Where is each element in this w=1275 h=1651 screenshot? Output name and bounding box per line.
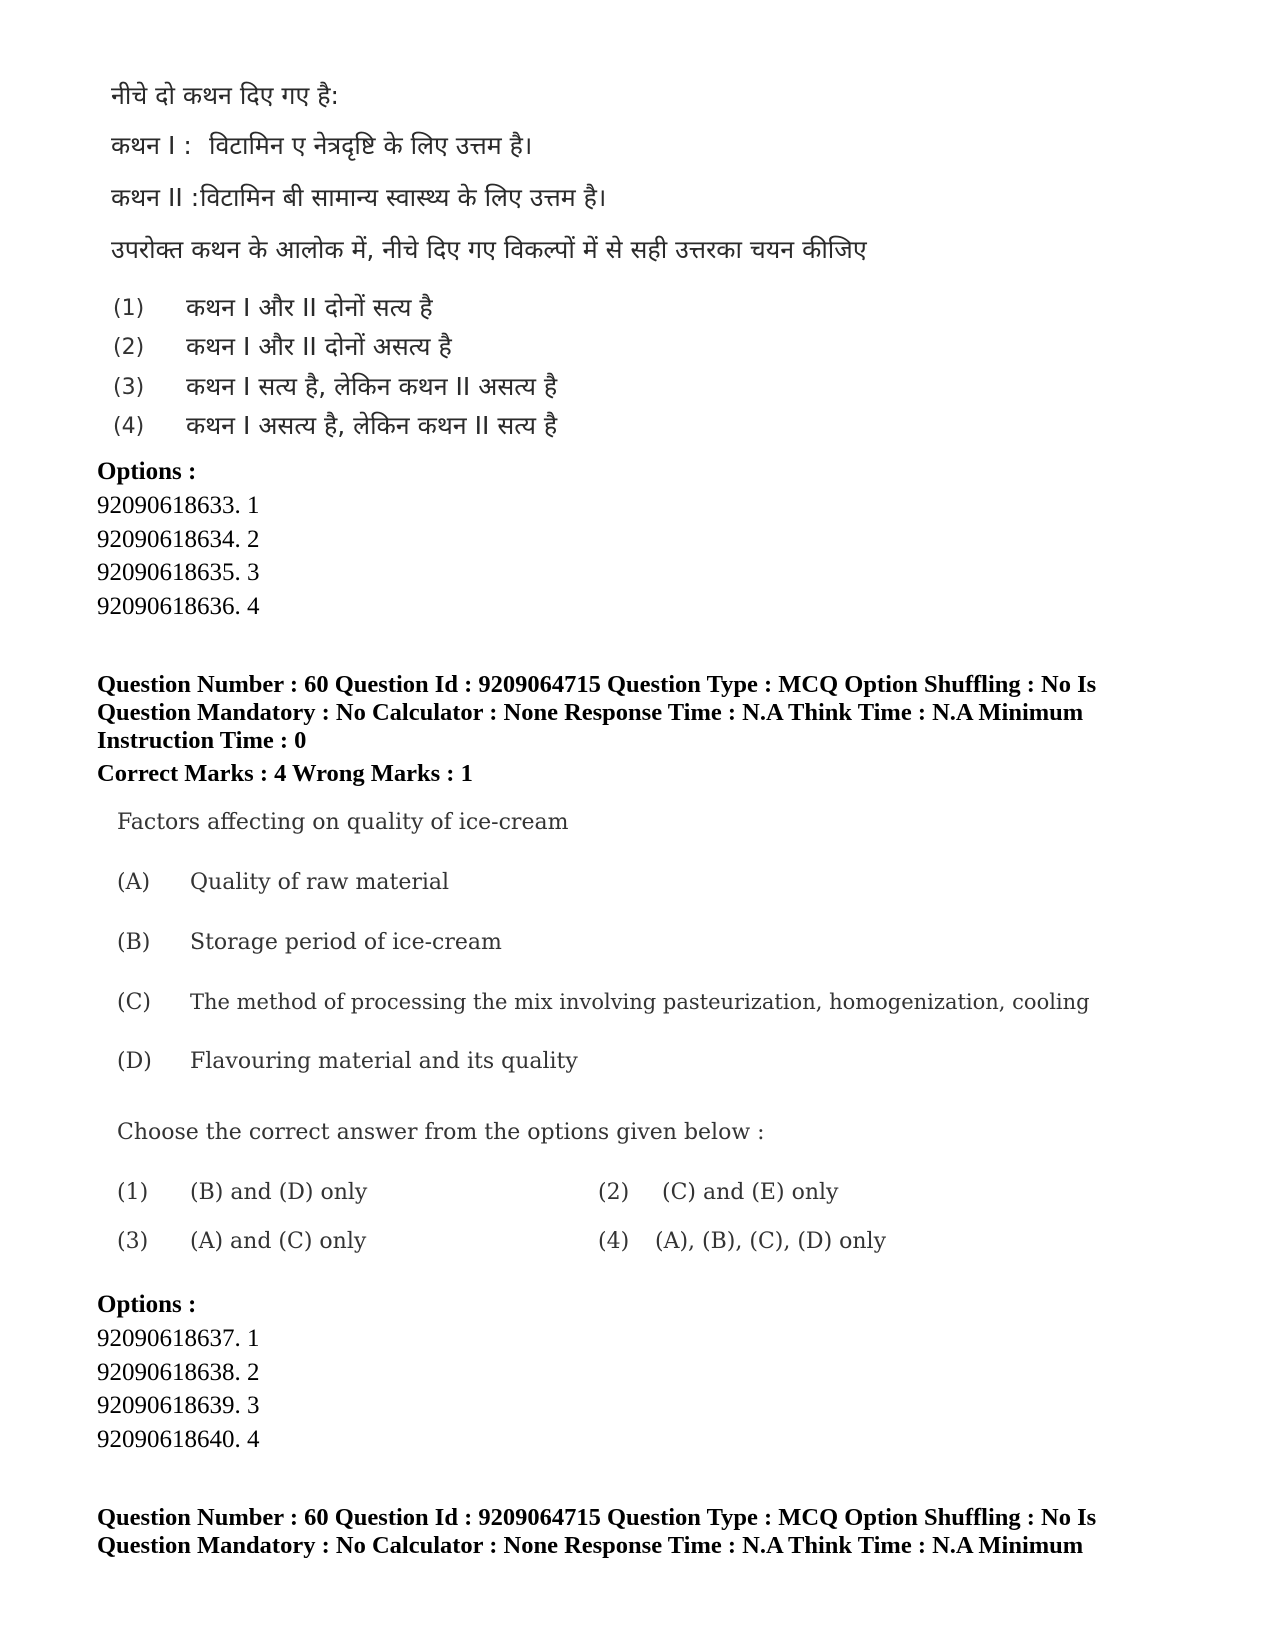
hindi-statement2-label: कथन II : [111,183,200,212]
hindi-choice-text: कथन I और II दोनों असत्य है [186,332,452,361]
option-line: 92090618638. 2 [97,1359,260,1386]
answer-number: (3) [117,1229,149,1254]
options-heading: Options : [97,458,197,485]
option-line: 92090618640. 4 [97,1426,260,1453]
hindi-statement1-text: विटामिन ए नेत्रदृष्टि के लिए उत्तम है। [209,131,533,160]
question-meta-line: Instruction Time : 0 [97,727,307,754]
hindi-choice-number: (3) [113,375,145,400]
question-meta-line: Question Number : 60 Question Id : 9209064715 Question Type : MCQ Option Shuffling : No Is [97,1504,1097,1531]
factor-text: Flavouring material and its quality [190,1049,578,1074]
hindi-choice-number: (2) [113,335,145,360]
hindi-choice-text: कथन I सत्य है, लेकिन कथन II असत्य है [186,372,558,401]
factor-label: (B) [117,930,151,955]
factor-text: Quality of raw material [190,870,450,895]
question-meta-line: Question Mandatory : No Calculator : None Response Time : N.A Think Time : N.A Minimum [97,1532,1084,1559]
question-meta-line: Question Mandatory : No Calculator : None Response Time : N.A Think Time : N.A Minimum [97,699,1084,726]
hindi-choice-number: (1) [113,296,145,321]
option-line: 92090618636. 4 [97,593,260,620]
hindi-intro: नीचे दो कथन दिए गए है: [111,81,339,110]
hindi-statement2-text: विटामिन बी सामान्य स्वास्थ्य के लिए उत्तम है। [200,183,607,212]
question-meta-line: Question Number : 60 Question Id : 9209064715 Question Type : MCQ Option Shuffling : No Is [97,671,1097,698]
hindi-choice-text: कथन I और II दोनों सत्य है [186,293,433,322]
factor-label: (D) [117,1049,152,1074]
factor-text: Storage period of ice-cream [190,930,502,955]
answer-text: (A), (B), (C), (D) only [655,1229,887,1254]
hindi-choice-text: कथन I असत्य है, लेकिन कथन II सत्य है [186,411,558,440]
factor-label: (A) [117,870,151,895]
choose-instruction: Choose the correct answer from the options given below : [117,1120,765,1145]
option-line: 92090618633. 1 [97,492,260,519]
hindi-statement1-label: कथन I : [111,131,192,160]
option-line: 92090618635. 3 [97,559,260,586]
factor-label: (C) [117,990,151,1015]
answer-number: (1) [117,1180,149,1205]
hindi-instruction: उपरोक्त कथन के आलोक में, नीचे दिए गए विकल्पों में से सही उत्तरका चयन कीजिए [111,235,867,264]
answer-text: (A) and (C) only [190,1229,367,1254]
answer-number: (2) [598,1180,630,1205]
question-stem: Factors affecting on quality of ice-cream [117,810,569,835]
answer-text: (C) and (E) only [662,1180,839,1205]
option-line: 92090618637. 1 [97,1325,260,1352]
option-line: 92090618639. 3 [97,1392,260,1419]
hindi-choice-number: (4) [113,414,145,439]
question-marks: Correct Marks : 4 Wrong Marks : 1 [97,760,473,787]
options-heading: Options : [97,1291,197,1318]
option-line: 92090618634. 2 [97,526,260,553]
factor-text: The method of processing the mix involving pasteurization, homogenization, cooling [190,990,1090,1014]
answer-number: (4) [598,1229,630,1254]
answer-text: (B) and (D) only [190,1180,368,1205]
